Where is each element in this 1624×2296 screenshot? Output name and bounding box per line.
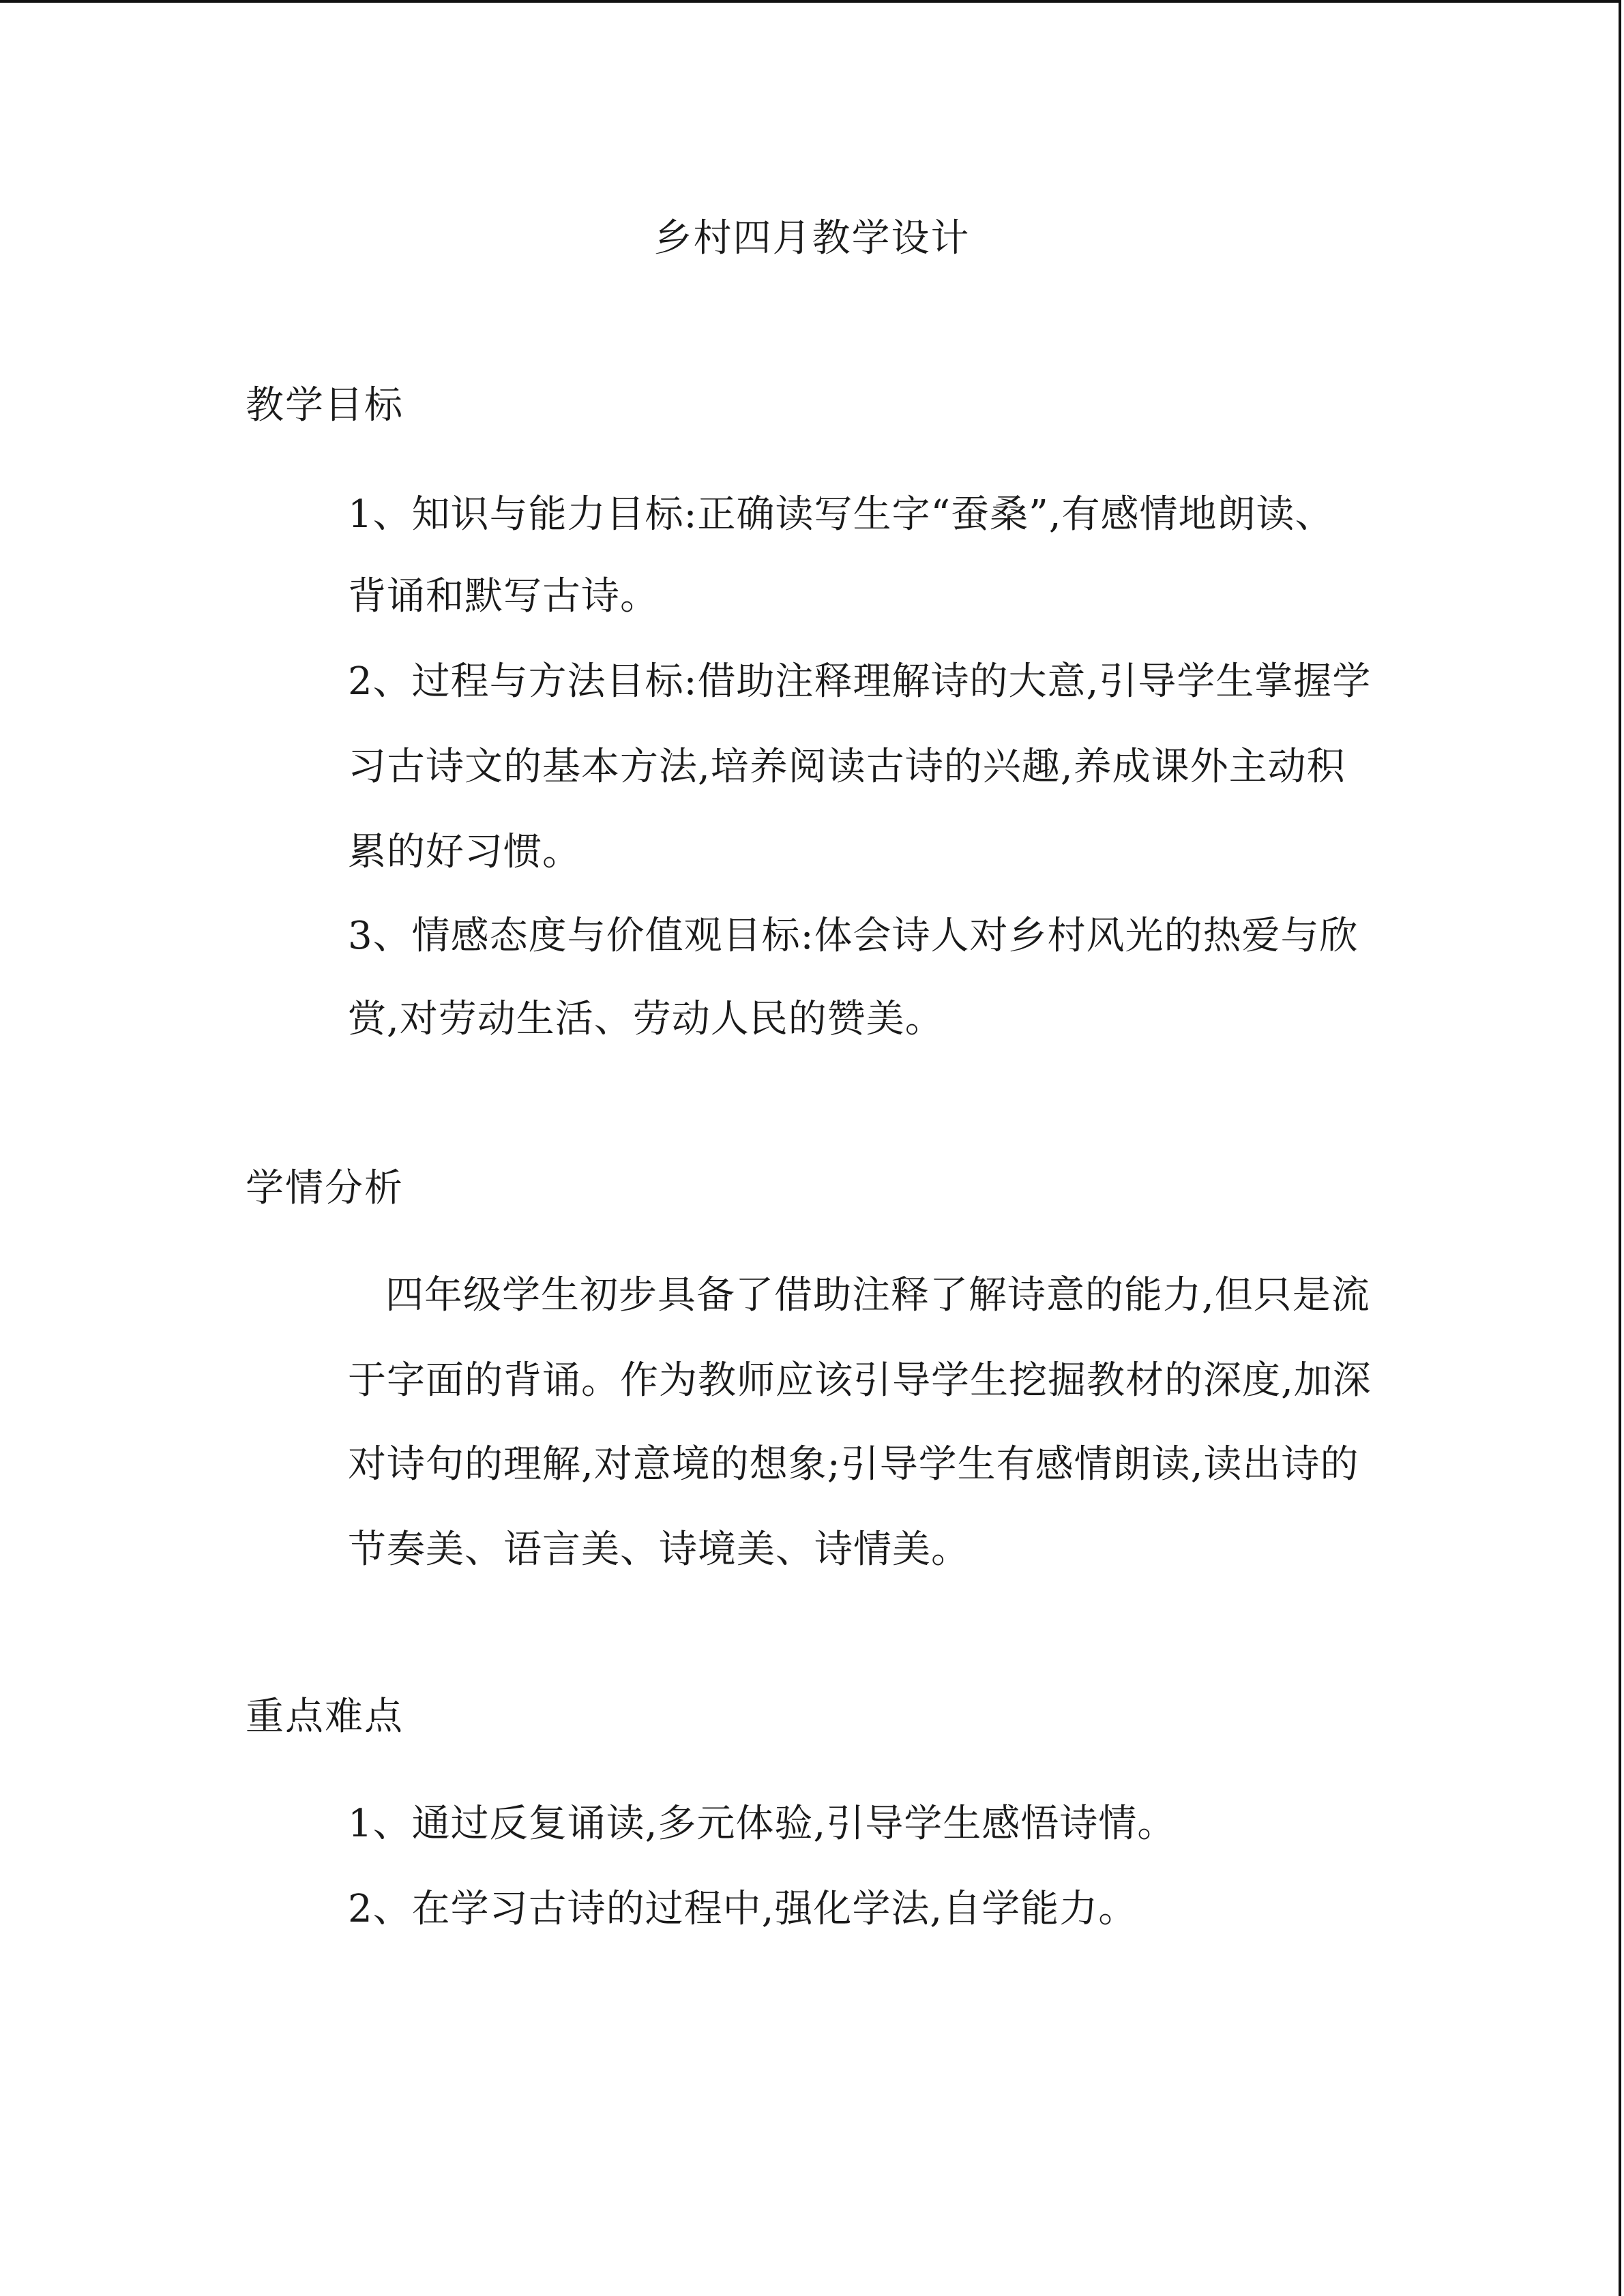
section-heading-teaching-goals: 教学目标	[246, 383, 404, 428]
document-title: 乡村四月教学设计	[653, 216, 971, 260]
paragraph-line: 2、过程与方法目标:借助注释理解诗的大意,引导学生掌握学	[348, 659, 1372, 704]
paragraph-line: 四年级学生初步具备了借助注释了解诗意的能力,但只是流	[385, 1273, 1370, 1317]
paragraph-line: 1、知识与能力目标:正确读写生字“蚕桑”,有感情地朗读、	[348, 492, 1334, 537]
paragraph-line: 于字面的背诵。作为教师应该引导学生挖掘教材的深度,加深	[348, 1358, 1372, 1403]
paragraph-line: 节奏美、语言美、诗境美、诗情美。	[348, 1527, 970, 1572]
paragraph-line: 习古诗文的基本方法,培养阅读古诗的兴趣,养成课外主动积	[348, 745, 1346, 789]
paragraph-line: 1、通过反复诵读,多元体验,引导学生感悟诗情。	[348, 1802, 1177, 1846]
paragraph-line: 赏,对劳动生活、劳动人民的赞美。	[348, 997, 944, 1041]
paragraph-line: 对诗句的理解,对意境的想象;引导学生有感情朗读,读出诗的	[348, 1442, 1359, 1487]
section-heading-student-analysis: 学情分析	[246, 1166, 404, 1210]
paragraph-line: 3、情感态度与价值观目标:体会诗人对乡村风光的热爱与欣	[348, 914, 1359, 958]
paragraph-line: 背诵和默写古诗。	[348, 574, 659, 618]
paragraph-line: 2、在学习古诗的过程中,强化学法,自学能力。	[348, 1887, 1138, 1931]
paragraph-line: 累的好习惯。	[348, 830, 581, 874]
section-heading-key-difficulties: 重点难点	[246, 1695, 404, 1739]
